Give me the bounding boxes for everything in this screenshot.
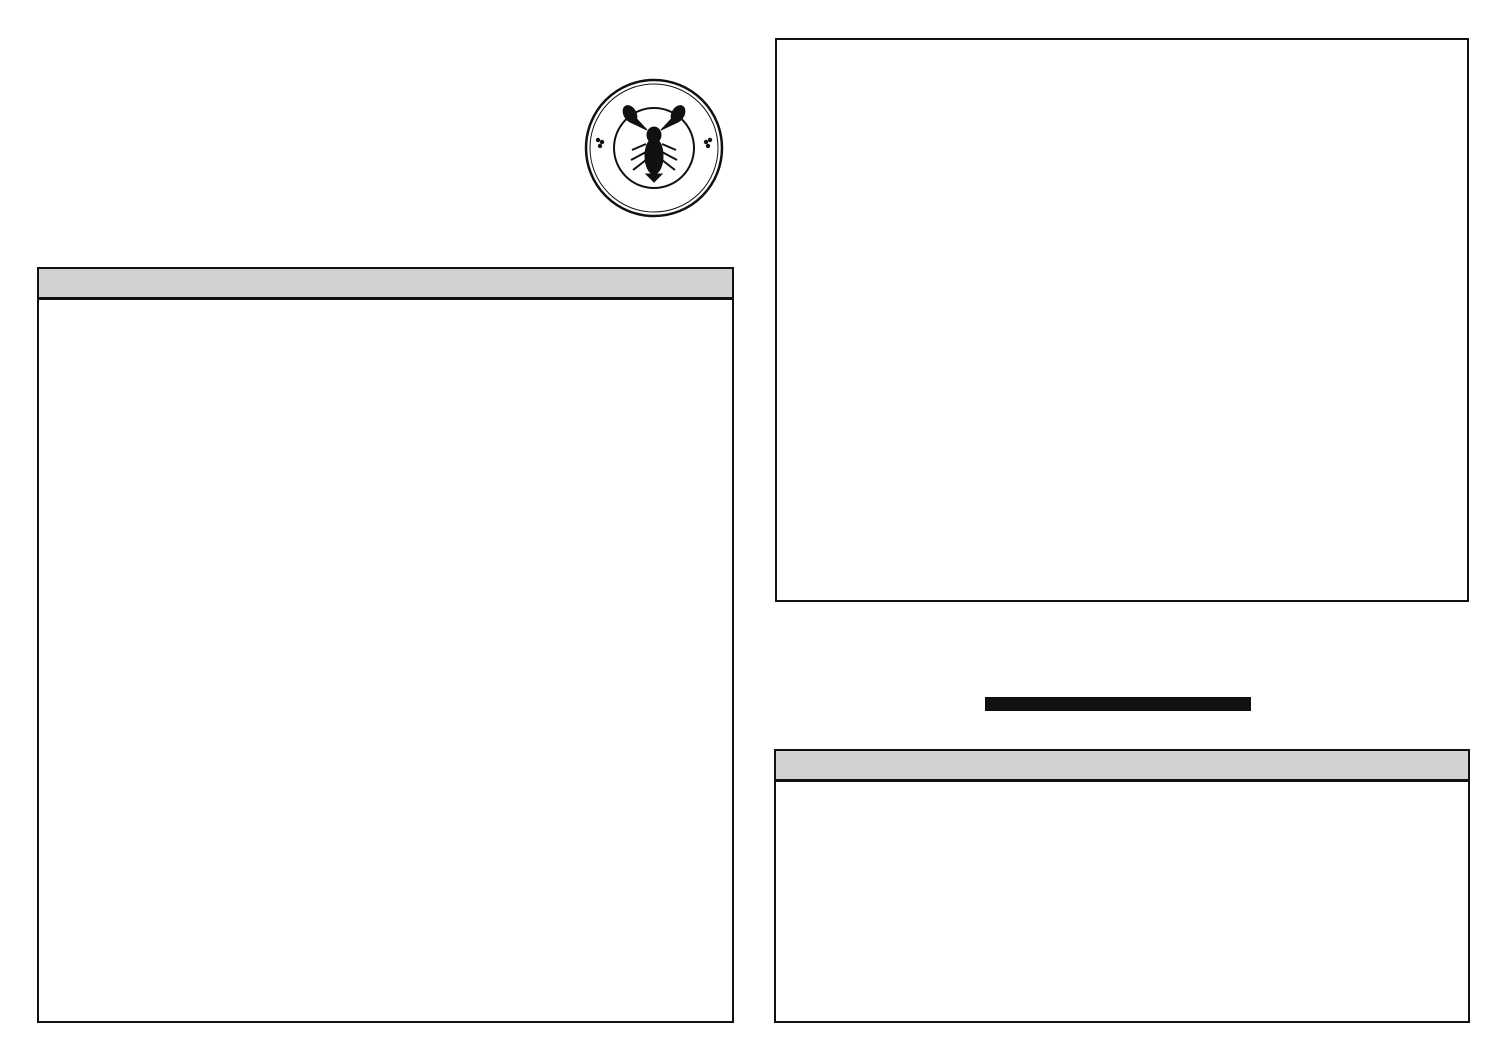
phone-cell: [642, 305, 732, 322]
table-row: [39, 300, 732, 327]
winery-cell: [348, 305, 642, 322]
table-header: [39, 269, 732, 300]
term-cell: [39, 305, 151, 322]
cellar-cell: [151, 305, 348, 322]
crayfish-seal-icon: [584, 78, 724, 218]
schedule-table-left: [37, 267, 734, 1023]
table-header: [776, 751, 1468, 782]
summer-services-subtitle: [985, 697, 1251, 711]
always-open-table: [774, 749, 1470, 1023]
schedule-table-right: [775, 38, 1469, 602]
